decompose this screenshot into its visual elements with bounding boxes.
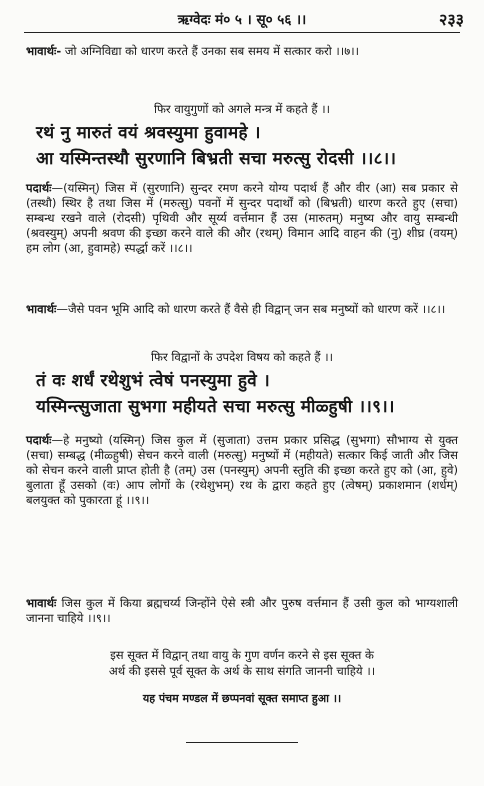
closing-line-1: इस सूक्त में विद्वान् तथा वायु के गुण वर्णन करने से इस सूक्त के [110,648,374,662]
padarth-label: पदार्थः [26,181,52,195]
page-number: २३३ [439,10,464,29]
bhavarth-label: भावार्थः [26,302,57,316]
mantra-8-line-1: रथं नु मारुतं वयं श्रवस्युमा हुवामहे । [36,123,261,143]
padarth-8 [26,181,458,301]
header-rule [24,32,460,33]
padarth-9 [26,433,458,583]
end-rule [186,742,298,743]
bhavarth-8 [26,302,458,334]
bhavarth-text: जो अग्निविद्या को धारण करते हैं उनका सब समय में सत्कार करो ।।७।। [61,44,360,58]
bhavarth-label: भावार्थः- [26,44,62,58]
bhavarth-7 [26,44,458,76]
page-header [0,10,484,32]
closing-line-3: यह पंचम मण्डल में छप्पनवां सूक्त समाप्त हुआ ।। [142,692,342,705]
bhavarth-text: जिस कुल में किया ब्रह्मचर्य्य जिन्होंने ऐसे स्त्री और पुरुष वर्त्तमान हैं उसी कुल को भाग्यशाली जानना चाहिये ।।९।। [26,596,458,625]
bhavarth-label: भावार्थः [26,596,57,610]
running-title: ऋग्वेदः मं० ५ । सू० ५६ ।। [177,12,307,28]
intro-line-1: फिर वायुगुणों को अगले मन्त्र में कहते हैं ।। [153,102,331,116]
bhavarth-9 [26,596,458,628]
intro-line-2: फिर विद्वानों के उपदेश विषय को कहते हैं ।। [151,350,333,364]
padarth-label: पदार्थः [26,433,52,447]
bhavarth-text: —जैसे पवन भूमि आदि को धारण करते हैं वैसे ही विद्वान् जन सब मनुष्यों को धारण करें ।।८।। [56,302,446,316]
closing-line-2: अर्थ की इससे पूर्व सूक्त के अर्थ के साथ संगति जाननी चाहिये ।। [108,664,376,678]
mantra-9-line-2: यस्मिन्त्सुजाता सुभगा महीयते सचा मरुत्सु मीळ्हुषी ।।९।। [36,397,395,417]
mantra-9-line-1: तं वः शर्धं रथेशुभं त्वेषं पनस्युमा हुवे । [36,371,270,391]
mantra-8-line-2: आ यस्मिन्तस्थौ सुरणानि बिभ्रती सचा मरुत्सु रोदसी ।।८।। [36,149,397,169]
padarth-text: —(यस्मिन्) जिस में (सुरणानि) सुन्दर रमण करने योग्य पदार्थ हैं और वीर (आ) सब प्रकार से (तस्थौ) स्थिर है तथा जिस में (मरुत्सु) पवनों में सुन्दर पदार्थों को (बिभ्रती) धारण करते हुए (सचा) सम्बन्ध रखने वाले (रोदसी) पृथिवी और सूर्य्य वर्त्तमान हैं उस (मारुतम्) मनुष्य और वायु सम्बन्धी (श्रवस्युम्) अपनी श्रवण की इच्छा करने वाले की और (रथम्) विमान आदि वाहन की (नु) शीघ्र (वयम्) हम लोग (आ, हुवामहे) स्पर्द्धा करें ।।८।। [26,181,458,255]
padarth-text: —हे मनुष्यो (यस्मिन्) जिस कुल में (सुजाता) उत्तम प्रकार प्रसिद्ध (सुभगा) सौभाग्य से युक्त (सचा) सम्बद्ध (मीळ्हुषी) सेचन करने वाली (मरुत्सु) मनुष्यों में (महीयते) सत्कार किई जाती और जिस को सेचन करने वाली प्राप्त होती है (तम्) उस (पनस्युम्) अपनी स्तुति की इच्छा करते हुए को (आ, हुवे) बुलाता हूँ उसको (वः) आप लोगों के (रथेशुभम्) रथ के द्वारा कहते हुए (त्वेषम्) प्रकाशमान (शर्धम्) बलयुक्त को पुकारता हूं ।।९।। [26,433,458,507]
